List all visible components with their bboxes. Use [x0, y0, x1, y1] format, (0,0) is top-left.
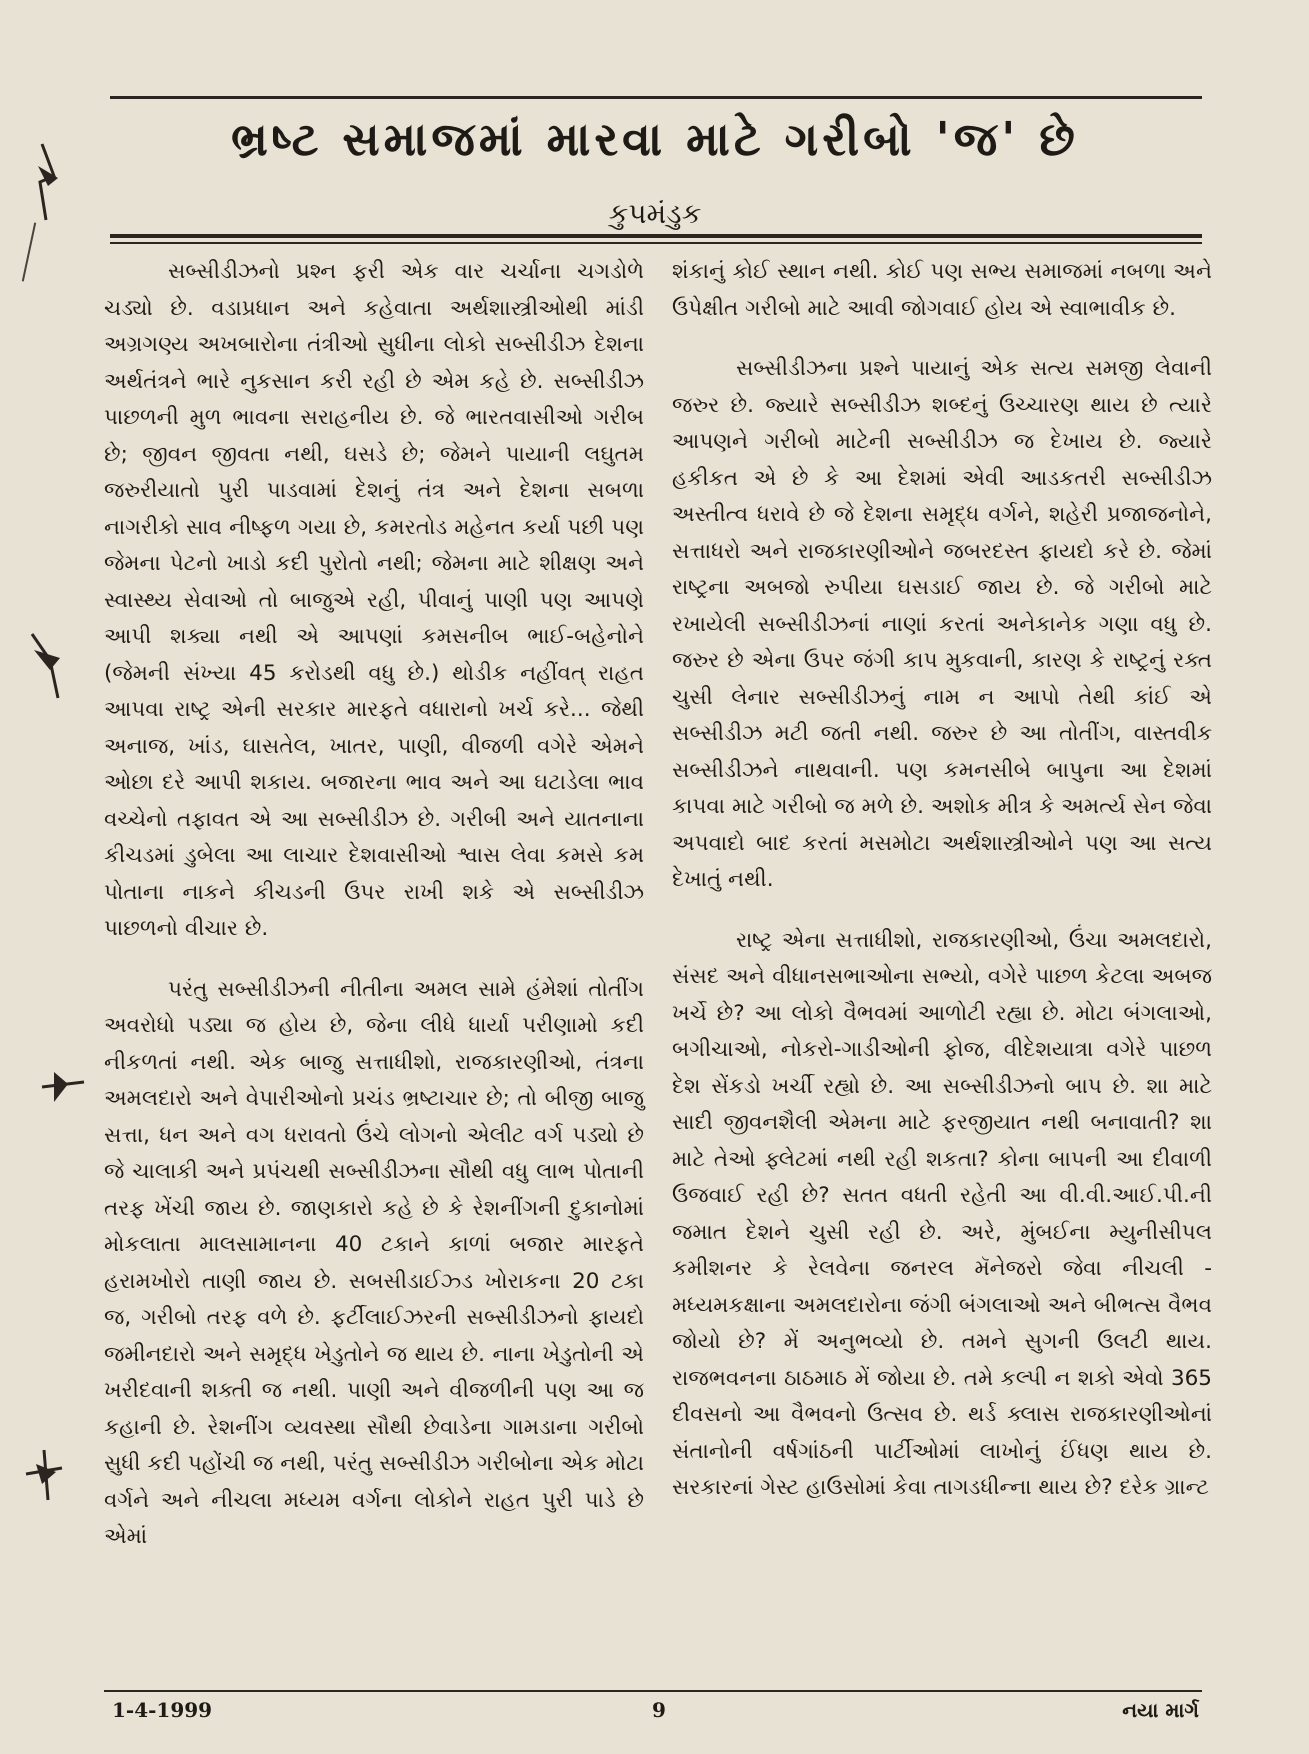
paragraph: રાષ્ટ્ર એના સત્તાધીશો, રાજકારણીઓ, ઉંચા અમલદારો, સંસદ અને વીધાનસભાઓના સભ્યો, વગેરે પાછળ કેટલા અબજ ખર્ચે છે? આ લોકો વૈભવમાં આળોટી રહ્યા છે. મોટા બંગલાઓ, બગીચાઓ, નોકરો-ગાડીઓની ફોજ, વીદેશયાત્રા વગેરે પાછળ દેશ સેંકડો ખર્ચી રહ્યો છે. આ સબ્સીડીઝનો બાપ છે. શા માટે સાદી જીવનશૈલી એમના માટે ફરજીયાત નથી બનાવાતી? શા માટે તેઓ ફ્લેટમાં નથી રહી શકતા? કોના બાપની આ દીવાળી ઉજવાઈ રહી છે? સતત વધતી રહેતી આ વી.વી.આઈ.પી.ની જમાત દેશને ચુસી રહી છે. અરે, મુંબઈના મ્યુનીસીપલ કમીશનર કે રેલવેના જનરલ મૅનેજરો જેવા નીચલી - મધ્યમકક્ષાના અમલદારોના જંગી બંગલાઓ અને બીભત્સ વૈભવ જોયો છે? મેં અનુભવ્યો છે. તમને સુગની ઉલટી થાય. રાજભવનના ઠાઠમાઠ મેં જોયા છે. તમે કલ્પી ન શકો એવો 365 દીવસનો આ વૈભવનો ઉત્સવ છે. થર્ડ ક્લાસ રાજકારણીઓનાં સંતાનોની વર્ષગાંઠની પાર્ટીઓમાં લાખોનું ઈંધણ થાય છે. સરકારનાં ગેસ્ટ હાઉસોમાં કેવા તાગડધીન્ના થાય છે? દરેક ગ્રાન્ટ [672, 927, 1212, 1500]
punch-hole-mark [38, 1062, 88, 1112]
article-column-left [104, 254, 644, 1556]
punch-hole-mark [28, 630, 64, 700]
footer-date: 1-4-1999 [112, 1698, 213, 1722]
paragraph: શંકાનું કોઈ સ્થાન નથી. કોઈ પણ સભ્ય સમાજમાં નબળા અને ઉપેક્ષીત ગરીબો માટે આવી જોગવાઈ હોય એ સ્વાભાવીક છે. [672, 259, 1212, 321]
punch-hole-mark [28, 142, 64, 222]
header-rule-top [110, 96, 1202, 99]
publication-name: નયા માર્ગ [1122, 1698, 1199, 1722]
punch-hole-mark [22, 1444, 66, 1504]
header-rule-thin [110, 242, 1202, 244]
page-number: 9 [652, 1698, 666, 1722]
article-title: ભ્રષ્ટ સમાજમાં મારવા માટે ગરીબો 'જ' છે [231, 112, 1079, 166]
paragraph: સબ્સીડીઝના પ્રશ્ને પાયાનું એક સત્ય સમજી લેવાની જરુર છે. જ્યારે સબ્સીડીઝ શબ્દનું ઉચ્ચારણ થાય છે ત્યારે આપણને ગરીબો માટેની સબ્સીડીઝ જ દેખાય છે. જ્યારે હકીકત એ છે કે આ દેશમાં એવી આડકતરી સબ્સીડીઝ અસ્તીત્વ ધરાવે છે જે દેશના સમૃદ્ધ વર્ગને, શહેરી પ્રજાજનોને, સત્તાધરો અને રાજકારણીઓને જબરદસ્ત ફાયદો કરે છે. જેમાં રાષ્ટ્રના અબજો રુપીયા ઘસડાઈ જાય છે. જે ગરીબો માટે રખાયેલી સબ્સીડીઝનાં નાણાં કરતાં અનેકાનેક ગણા વધુ છે. જરુર છે એના ઉપર જંગી કાપ મુકવાની, કારણ કે રાષ્ટ્રનું રક્ત ચુસી લેનાર સબ્સીડીઝનું નામ ન આપો તેથી કાંઈ એ સબ્સીડીઝ મટી જતી નથી. જરુર છે આ તોતીંગ, વાસ્તવીક સબ્સીડીઝને નાથવાની. પણ કમનસીબે બાપુના આ દેશમાં કાપવા માટે ગરીબો જ મળે છે. અશોક મીત્ર કે અમર્ત્ય સેન જેવા અપવાદો બાદ કરતાં મસમોટા અર્થશાસ્ત્રીઓને પણ આ સત્ય દેખાતું નથી. [672, 356, 1212, 892]
pen-stroke-mark [22, 222, 36, 281]
article-column-right [672, 254, 1212, 1507]
paragraph: સબ્સીડીઝનો પ્રશ્ન ફરી એક વાર ચર્ચાના ચગડોળે ચડ્યો છે. વડાપ્રધાન અને કહેવાતા અર્થશાસ્ત્રીઓથી માંડી અગ્રગણ્ય અખબારોના તંત્રીઓ સુધીના લોકો સબ્સીડીઝ દેશના અર્થતંત્રને ભારે નુકસાન કરી રહી છે એમ કહે છે. સબ્સીડીઝ પાછળની મુળ ભાવના સરાહનીય છે. જે ભારતવાસીઓ ગરીબ છે; જીવન જીવતા નથી, ઘસડે છે; જેમને પાયાની લઘુતમ જરુરીયાતો પુરી પાડવામાં દેશનું તંત્ર અને દેશના સબળા નાગરીકો સાવ નીષ્ફળ ગયા છે, કમરતોડ મહેનત કર્યા પછી પણ જેમના પેટનો ખાડો કદી પુરોતો નથી; જેમના માટે શીક્ષણ અને સ્વાસ્થ્ય સેવાઓ તો બાજુએ રહી, પીવાનું પાણી પણ આપણે આપી શક્યા નથી એ આપણાં કમસનીબ ભાઈ-બહેનોને (જેમની સંખ્યા 45 કરોડથી વધુ છે.) થોડીક નહીંવત્ રાહત આપવા રાષ્ટ્ર એની સરકાર મારફતે વધારાનો ખર્ચ કરે... જેથી અનાજ, ખાંડ, ઘાસતેલ, ખાતર, પાણી, વીજળી વગેરે એમને ઓછા દરે આપી શકાય. બજારના ભાવ અને આ ઘટાડેલા ભાવ વચ્ચેનો તફાવત એ આ સબ્સીડીઝ છે. ગરીબી અને યાતનાના કીચડમાં ડુબેલા આ લાચાર દેશવાસીઓ શ્વાસ લેવા કમસે કમ પોતાના નાકને કીચડની ઉપર રાખી શકે એ સબ્સીડીઝ પાછળનો વીચાર છે. [104, 259, 644, 941]
paragraph: પરંતુ સબ્સીડીઝની નીતીના અમલ સામે હંમેશાં તોતીંગ અવરોધો પડ્યા જ હોય છે, જેના લીધે ધાર્યા પરીણામો કદી નીકળતાં નથી. એક બાજુ સત્તાધીશો, રાજકારણીઓ, તંત્રના અમલદારો અને વેપારીઓનો પ્રચંડ ભ્રષ્ટાચાર છે; તો બીજી બાજુ સત્તા, ધન અને વગ ધરાવતો ઉંચે લોગનો એલીટ વર્ગ પડ્યો છે જે ચાલાકી અને પ્રપંચથી સબ્સીડીઝના સૌથી વધુ લાભ પોતાની તરફ ખેંચી જાય છે. જાણકારો કહે છે કે રેશનીંગની દુકાનોમાં મોકલાતા માલસામાનના 40 ટકાને કાળાં બજાર મારફતે હરામખોરો તાણી જાય છે. સબસીડાઈઝ્ડ ખોરાકના 20 ટકા જ, ગરીબો તરફ વળે છે. ફર્ટીલાઈઝરની સબ્સીડીઝનો ફાયદો જમીનદારો અને સમૃદ્ધ ખેડુતોને જ થાય છે. નાના ખેડુતોની એ ખરીદવાની શક્તી જ નથી. પાણી અને વીજળીની પણ આ જ કહાની છે. રેશનીંગ વ્યવસ્થા સૌથી છેવાડેના ગામડાના ગરીબો સુધી કદી પહોંચી જ નથી, પરંતુ સબ્સીડીઝ ગરીબોના એક મોટા વર્ગને અને નીચલા મધ્યમ વર્ગના લોકોને રાહત પુરી પાડે છે એમાં [104, 976, 644, 1549]
article-author: કુપમંડુક [608, 197, 702, 230]
footer-rule [104, 1690, 1202, 1692]
header-rule-thick [110, 234, 1202, 238]
